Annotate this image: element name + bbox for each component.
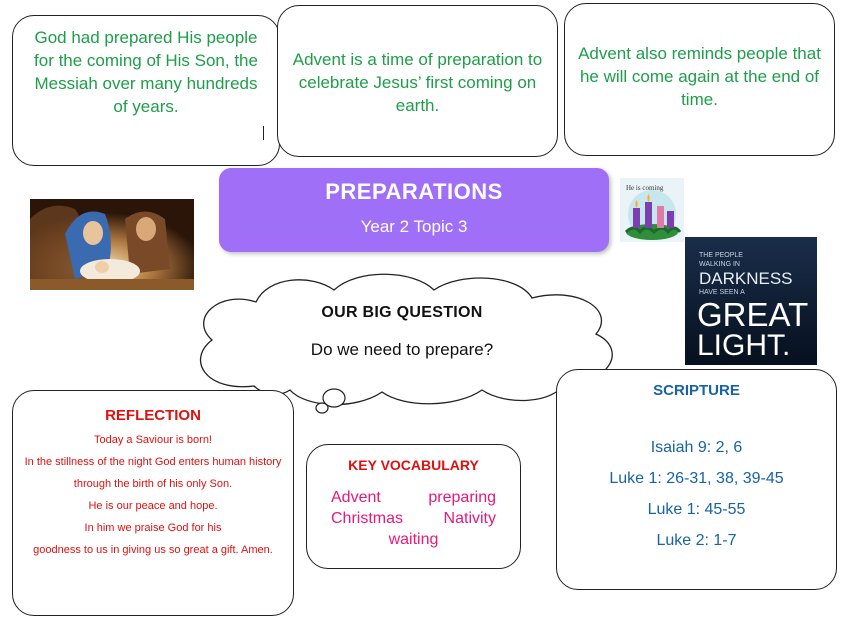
vocab-word: Advent <box>331 489 381 506</box>
reflection-heading: REFLECTION <box>105 407 201 424</box>
reflection-line: Today a Saviour is born! <box>93 434 212 446</box>
candles-caption: He is coming <box>626 184 664 192</box>
key-vocabulary-box <box>306 444 521 569</box>
advent-reminder-text: Advent also reminds people that he will come again at the end of time. <box>578 44 821 109</box>
reflection-line: through the birth of his only Son. <box>73 478 233 490</box>
reflection-line: He is our peace and hope. <box>88 500 218 512</box>
advent-preparation-box <box>277 5 558 157</box>
title-banner <box>219 168 609 252</box>
advent-reminder-box <box>564 3 835 156</box>
big-question-heading: OUR BIG QUESTION <box>321 304 483 321</box>
prepared-people-text: God had prepared His people for the coming of His Son, the Messiah over many hundreds of years. <box>34 28 258 116</box>
darkness-line-3: DARKNESS <box>699 269 793 288</box>
reflection-box <box>12 390 294 616</box>
page-title: PREPARATIONS <box>325 179 503 204</box>
scripture-heading: SCRIPTURE <box>653 382 740 399</box>
vocab-word: Nativity <box>443 510 496 527</box>
darkness-line-1: THE PEOPLE <box>699 252 743 259</box>
vocabulary-heading: KEY VOCABULARY <box>348 457 479 473</box>
vocab-word: Christmas <box>331 510 404 527</box>
big-question-text: Do we need to prepare? <box>310 340 494 359</box>
advent-candles-image <box>620 178 684 242</box>
reflection-line: goodness to us in giving us so great a gift. Amen. <box>33 544 273 556</box>
advent-preparation-text: Advent is a time of preparation to celebrate Jesus’ first coming on earth. <box>292 50 543 115</box>
darkness-line-4: HAVE SEEN A <box>699 289 745 296</box>
reflection-line: In the stillness of the night God enters human history <box>24 456 282 468</box>
vocab-word: waiting <box>388 531 439 548</box>
page-subtitle: Year 2 Topic 3 <box>360 217 468 236</box>
scripture-box <box>556 369 837 590</box>
scripture-ref: Luke 1: 26-31, 38, 39-45 <box>609 470 784 487</box>
prepared-people-box <box>12 15 280 166</box>
nativity-image <box>30 199 194 290</box>
darkness-line-5: GREAT <box>697 296 809 333</box>
darkness-line-2: WALKING IN <box>699 261 740 268</box>
scripture-ref: Luke 1: 45-55 <box>647 501 746 518</box>
scripture-ref: Isaiah 9: 2, 6 <box>650 439 743 456</box>
reflection-line: In him we praise God for his <box>84 522 222 534</box>
vocab-word: preparing <box>428 489 496 506</box>
scripture-ref: Luke 2: 1-7 <box>656 532 737 549</box>
darkness-great-light-image <box>685 237 817 365</box>
text-cursor <box>263 126 264 140</box>
darkness-line-6: LIGHT. <box>697 329 791 362</box>
